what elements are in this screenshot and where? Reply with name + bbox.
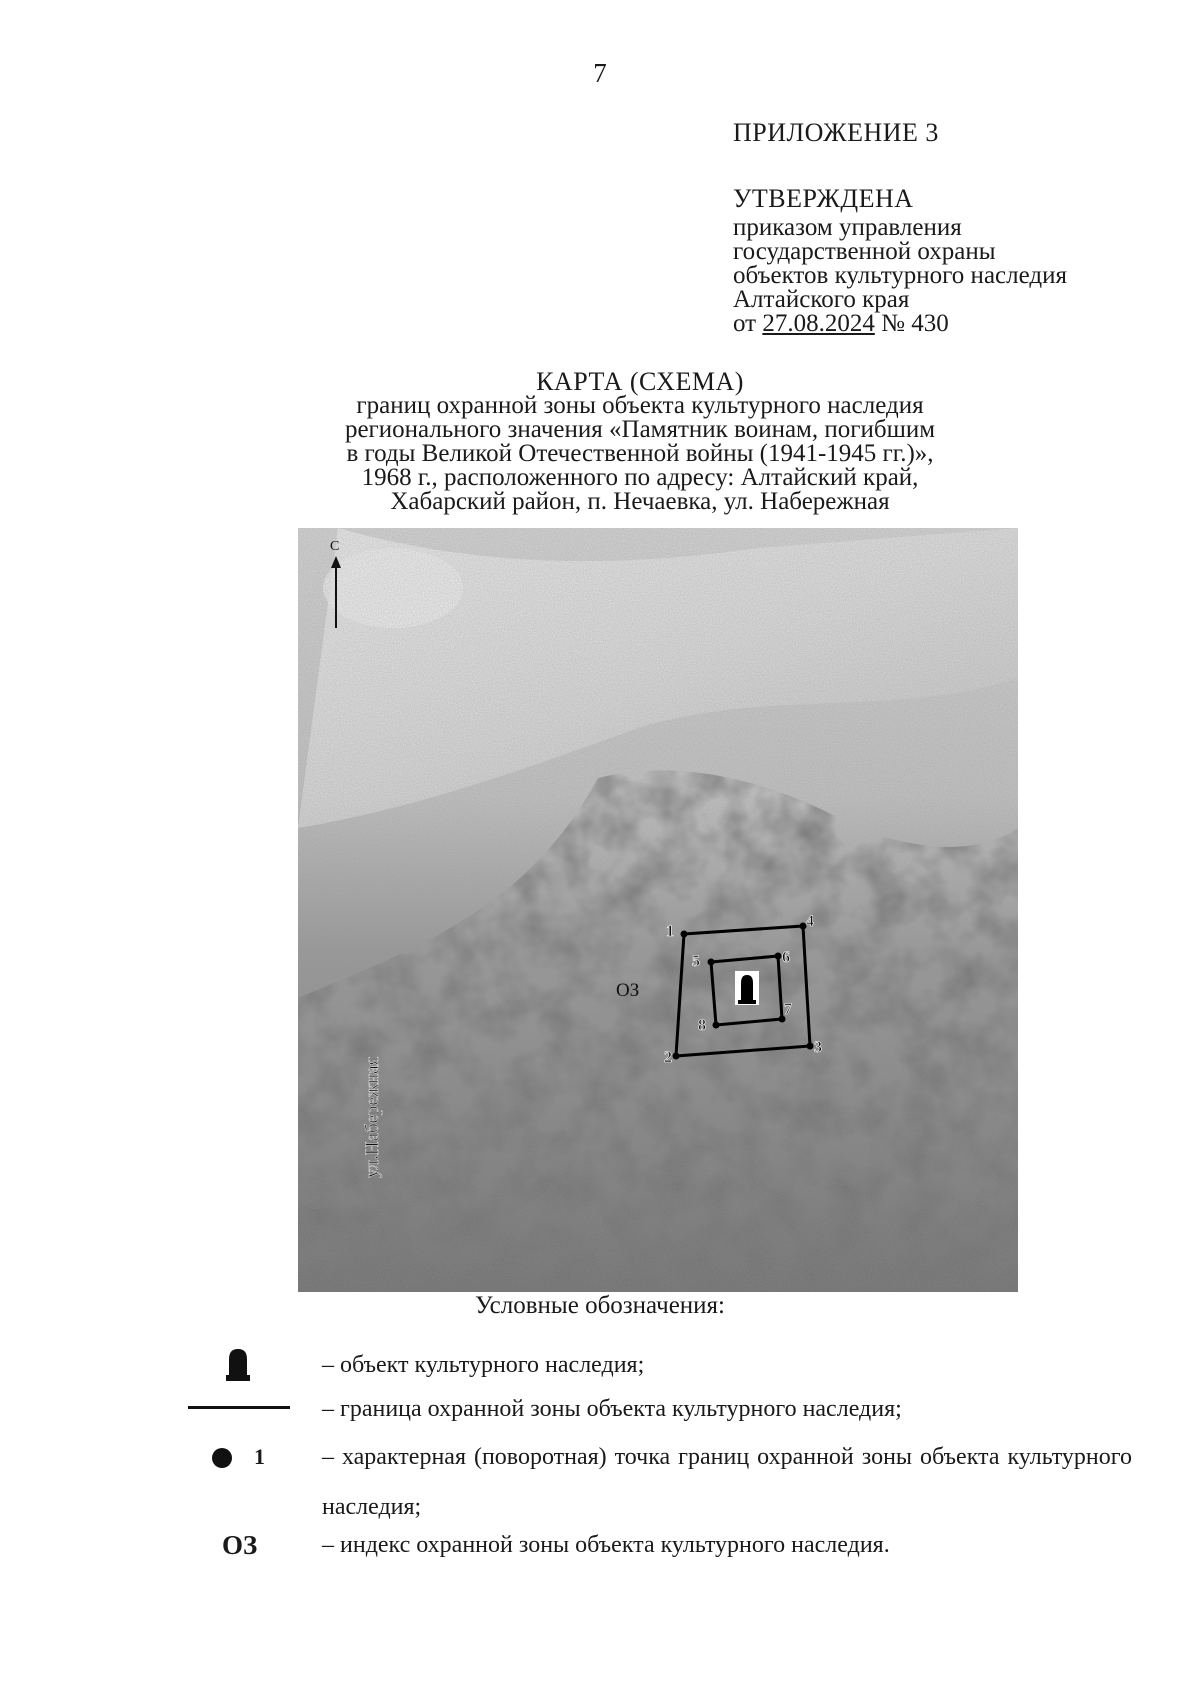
point-label: 3 <box>814 1039 822 1056</box>
order-line: приказом управления <box>733 214 962 241</box>
page-number: 7 <box>593 58 607 88</box>
order-number: № 430 <box>881 310 949 337</box>
legend-item-boundary: – граница охранной зоны объекта культурного наследия; <box>322 1396 902 1422</box>
title-line: регионального значения «Памятник воинам, погибшим <box>344 416 936 443</box>
title-line: Хабарский район, п. Нечаевка, ул. Набережная <box>390 488 890 515</box>
document-title <box>280 367 1000 515</box>
point-marker-legend-symbol <box>212 1448 232 1468</box>
order-date: 27.08.2024 <box>762 310 875 337</box>
monument-legend-icon <box>218 1345 258 1385</box>
legend-item-heritage-object: – объект культурного наследия; <box>322 1352 645 1378</box>
zone-index-legend-symbol: ОЗ <box>222 1530 258 1560</box>
title-line: 1968 г., расположенного по адресу: Алтайский край, <box>361 464 919 491</box>
aerial-map <box>298 528 1018 1292</box>
map-title: КАРТА (СХЕМА) <box>536 367 744 396</box>
zone-label: ОЗ <box>616 980 640 1001</box>
point-label: 6 <box>782 949 790 966</box>
point-label: 1 <box>666 923 674 940</box>
monument-icon <box>735 971 759 1005</box>
point-label: 2 <box>664 1049 672 1066</box>
boundary-line-legend-symbol <box>188 1406 290 1409</box>
order-prefix: от <box>733 310 757 337</box>
order-reference <box>733 216 1067 336</box>
title-line: в годы Великой Отечественной войны (1941-1945 гг.)», <box>346 440 934 467</box>
north-label: С <box>330 539 340 554</box>
appendix-title: ПРИЛОЖЕНИЕ 3 <box>733 118 939 147</box>
legend-title: Условные обозначения: <box>474 1292 726 1319</box>
point-label: 4 <box>806 913 814 930</box>
title-line: границ охранной зоны объекта культурного наследия <box>356 392 924 419</box>
street-label: ул.Набережная <box>362 1056 383 1178</box>
legend-item-zone-index: – индекс охранной зоны объекта культурного наследия. <box>322 1532 890 1558</box>
point-label: 5 <box>692 953 700 970</box>
order-line: объектов культурного наследия <box>733 262 1067 289</box>
order-line: Алтайского края <box>733 286 910 313</box>
point-label: 8 <box>698 1017 706 1034</box>
legend-item-point: – характерная (поворотная) точка границ охранной зоны объекта культурного наследия; <box>322 1444 1132 1520</box>
order-date-line <box>733 312 1067 336</box>
point-marker-legend-label: 1 <box>254 1444 265 1469</box>
approved-label: УТВЕРЖДЕНА <box>733 184 914 213</box>
order-line: государственной охраны <box>733 238 996 265</box>
point-label: 7 <box>784 1001 792 1018</box>
